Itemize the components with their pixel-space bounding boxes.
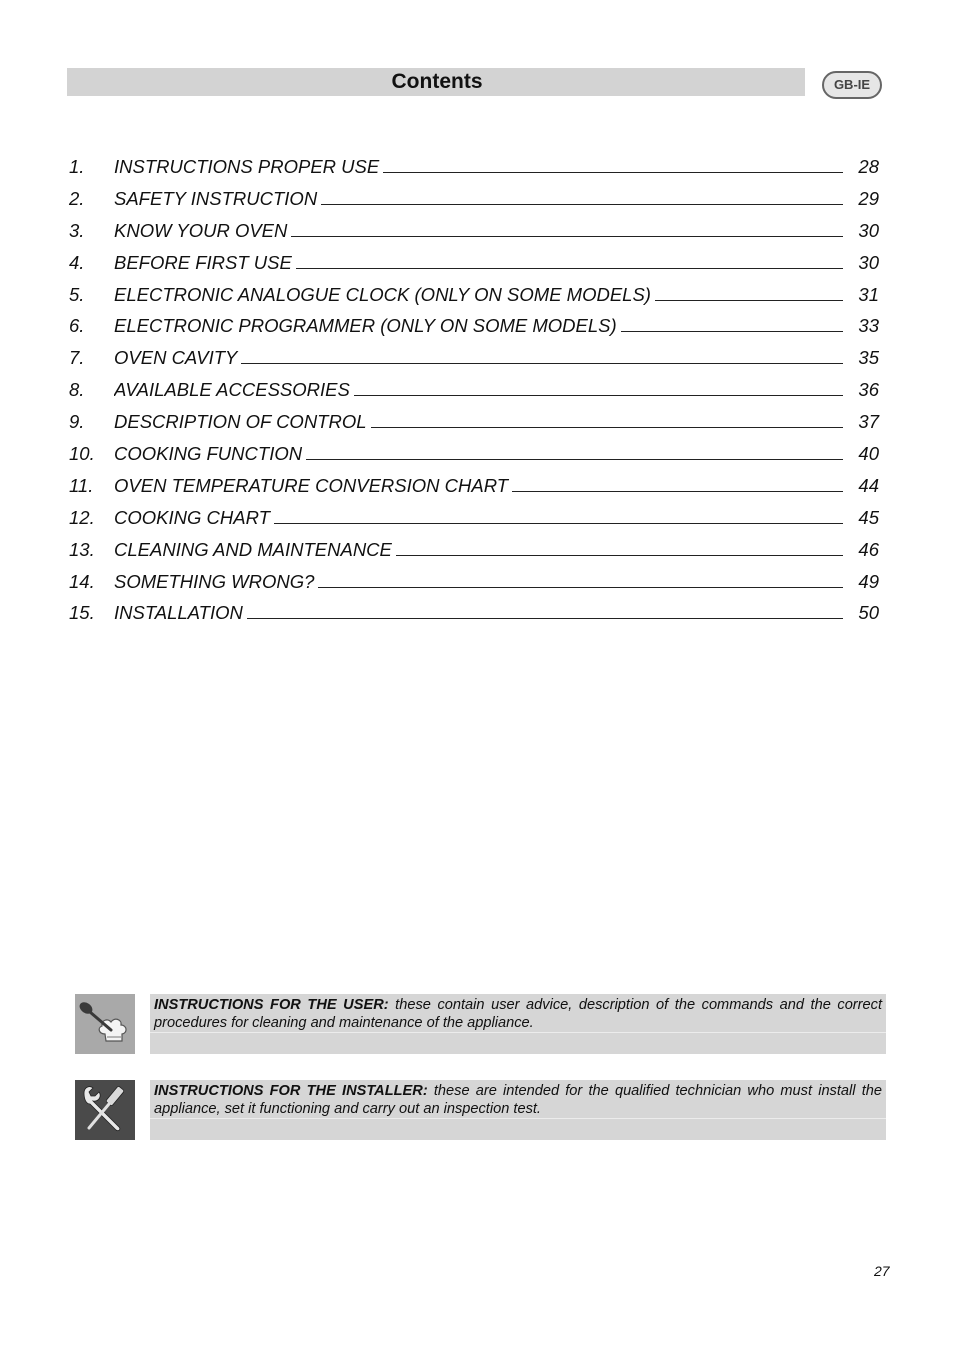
toc-row[interactable]	[69, 215, 879, 247]
toc-page-number: 30	[858, 251, 879, 273]
toc-page-number: 35	[858, 347, 879, 369]
toc-row[interactable]	[69, 279, 879, 311]
toc-page-number: 49	[858, 570, 879, 592]
toc-row[interactable]	[69, 247, 879, 279]
toc-number: 12.	[69, 506, 95, 528]
toc-page-number: 40	[858, 443, 879, 465]
toc-number: 1.	[69, 156, 85, 177]
toc-title: COOKING FUNCTION	[114, 443, 306, 464]
toc-title: INSTRUCTIONS PROPER USE	[114, 156, 383, 177]
table-of-contents	[69, 151, 879, 629]
toc-page-number: 29	[858, 187, 879, 209]
toc-title: KNOW YOUR OVEN	[114, 220, 291, 241]
spoon-chef-hat-icon	[75, 994, 135, 1054]
installer-note-text: these are intended for the qualified technician who must install the appliance, set it functioning and carry out an inspection test.	[154, 1083, 882, 1117]
toc-row[interactable]	[69, 566, 879, 598]
toc-page-number: 30	[858, 219, 879, 241]
toc-title: SAFETY INSTRUCTION	[114, 188, 321, 209]
toc-number: 11.	[69, 474, 94, 496]
toc-row[interactable]	[69, 502, 879, 534]
toc-number: 5.	[69, 283, 85, 305]
toc-row[interactable]	[69, 310, 879, 342]
toc-row[interactable]	[69, 534, 879, 566]
toc-number: 10.	[69, 443, 95, 465]
toc-title: AVAILABLE ACCESSORIES	[114, 379, 354, 400]
toc-row[interactable]	[69, 406, 879, 438]
toc-row[interactable]	[69, 374, 879, 406]
toc-title: ELECTRONIC ANALOGUE CLOCK (ONLY ON SOME MODELS)	[114, 284, 655, 305]
toc-title: INSTALLATION	[114, 602, 247, 623]
toc-title: COOKING CHART	[114, 507, 274, 528]
toc-page-number: 36	[858, 379, 879, 401]
toc-page-number: 33	[858, 315, 879, 337]
toc-title: DESCRIPTION OF CONTROL	[114, 411, 371, 432]
toc-number: 7.	[69, 347, 85, 369]
note-divider	[150, 1118, 886, 1119]
toc-row[interactable]	[69, 151, 879, 183]
toc-number: 14.	[69, 570, 95, 592]
toc-title: ELECTRONIC PROGRAMMER (ONLY ON SOME MODELS)	[114, 315, 621, 336]
toc-page-number: 46	[858, 538, 879, 560]
toc-page-number: 44	[858, 474, 879, 496]
language-badge: GB-IE	[822, 71, 882, 99]
user-note-text: these contain user advice, description of the commands and the correct procedures for cleaning and maintenance of the appliance.	[154, 997, 882, 1031]
toc-row[interactable]	[69, 342, 879, 374]
toc-row[interactable]	[69, 183, 879, 215]
toc-number: 8.	[69, 379, 85, 401]
toc-number: 4.	[69, 251, 85, 273]
note-divider	[150, 1032, 886, 1033]
toc-row[interactable]	[69, 470, 879, 502]
toc-number: 13.	[69, 538, 95, 560]
toc-number: 2.	[69, 187, 85, 209]
user-instructions-note	[150, 994, 886, 1054]
toc-row[interactable]	[69, 438, 879, 470]
toc-page-number: 28	[858, 156, 879, 177]
toc-number: 3.	[69, 219, 85, 241]
toc-page-number: 37	[858, 411, 879, 433]
toc-number: 15.	[69, 602, 95, 624]
installer-note-label: INSTRUCTIONS FOR THE INSTALLER:	[154, 1083, 428, 1099]
wrench-screwdriver-icon	[75, 1080, 135, 1140]
toc-title: OVEN CAVITY	[114, 347, 241, 368]
toc-title: OVEN TEMPERATURE CONVERSION CHART	[114, 475, 512, 496]
installer-instructions-note	[150, 1080, 886, 1140]
page-number: 27	[874, 1263, 890, 1279]
toc-title: SOMETHING WRONG?	[114, 571, 318, 592]
user-note-label: INSTRUCTIONS FOR THE USER:	[154, 997, 389, 1013]
toc-page-number: 50	[858, 602, 879, 624]
toc-page-number: 31	[858, 283, 879, 305]
toc-page-number: 45	[858, 506, 879, 528]
contents-header-bar	[67, 68, 805, 96]
toc-row[interactable]	[69, 597, 879, 629]
toc-title: CLEANING AND MAINTENANCE	[114, 539, 396, 560]
page-title: Contents	[391, 70, 483, 93]
toc-number: 6.	[69, 315, 85, 337]
toc-title: BEFORE FIRST USE	[114, 252, 296, 273]
toc-number: 9.	[69, 411, 85, 433]
